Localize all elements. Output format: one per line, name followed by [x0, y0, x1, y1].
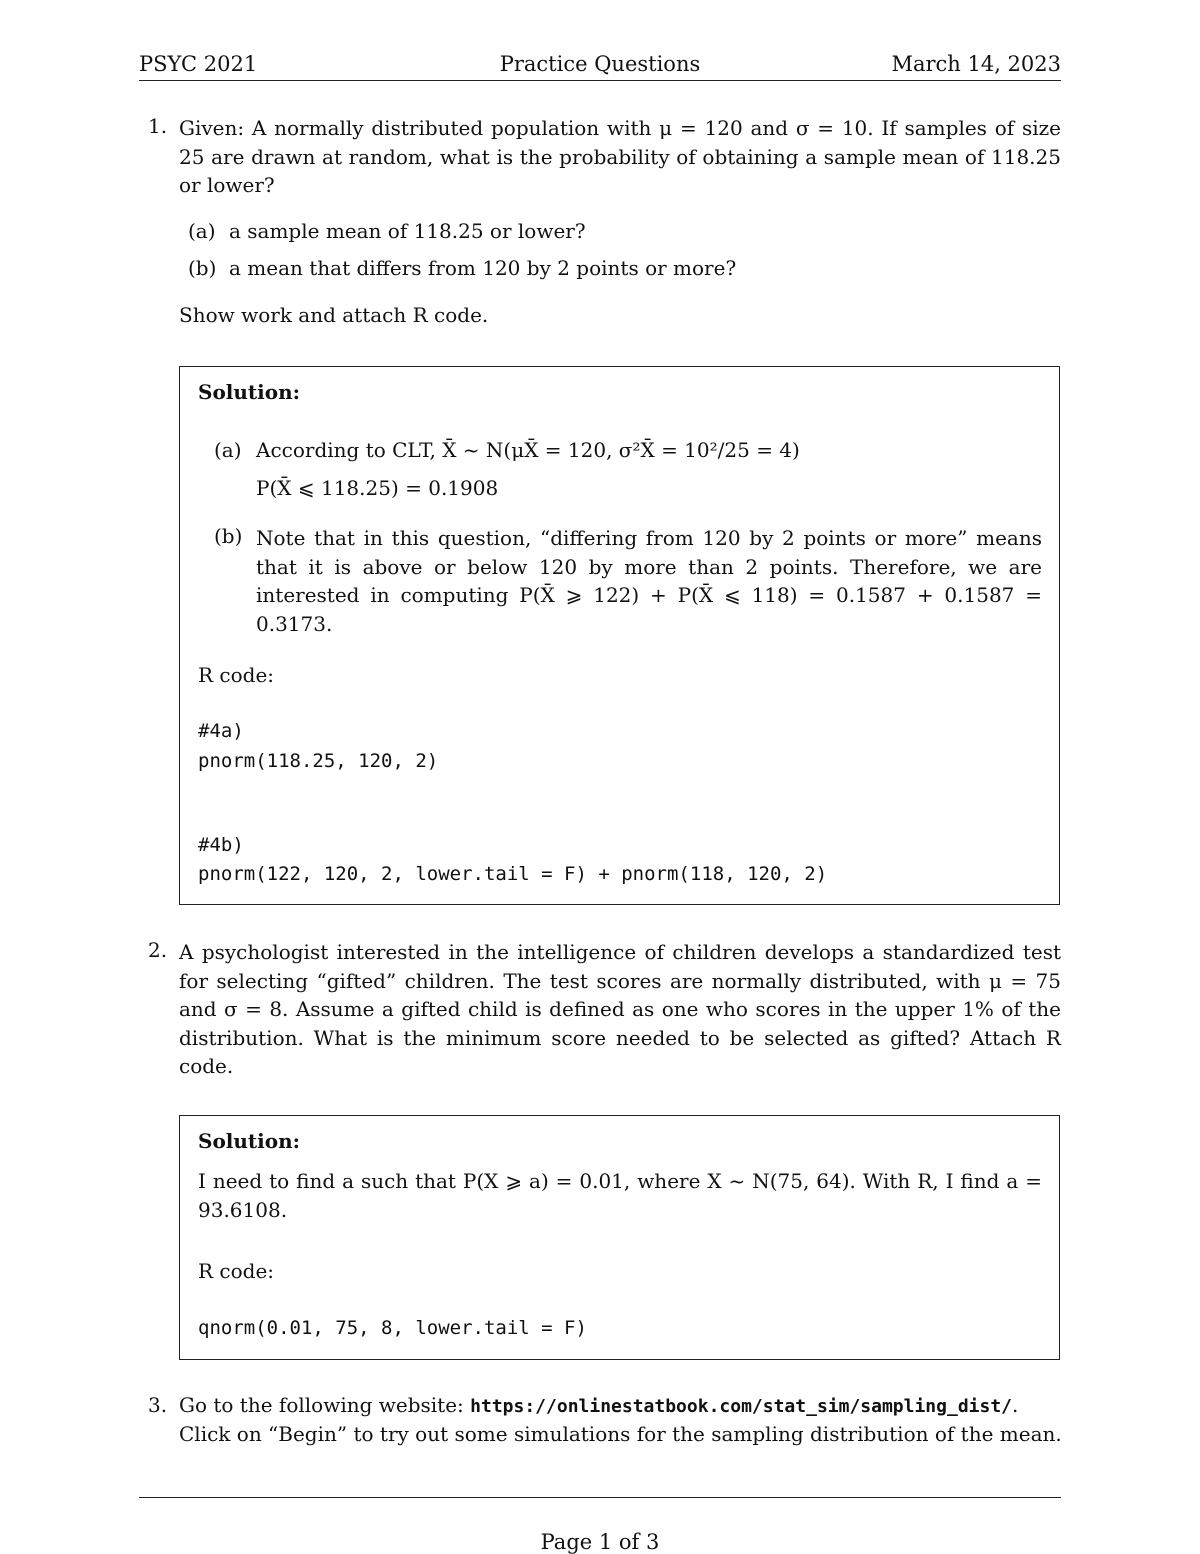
q1-solution-a-label: (a) — [214, 438, 242, 462]
q1-code-a: pnorm(118.25, 120, 2) — [198, 750, 439, 772]
q1-code-a-comment: #4a) — [198, 720, 244, 742]
q1-solution-b-text: Note that in this question, “differing from 120 by 2 points or more” means that it is above or below 120 by more than 2 points. Therefore, we are interested in computing P(X̄ ⩾ 122) + P(X̄ ⩽ 118) = 0.1587 + 0.1587 = 0.3173. — [256, 526, 1042, 636]
q3-prefix: Go to the following website: — [179, 1393, 471, 1417]
q3-line1 — [179, 1393, 1018, 1417]
q3-url-link[interactable]: https://onlinestatbook.com/stat_sim/sampling_dist/ — [470, 1396, 1013, 1417]
q1-part-a-text: a sample mean of 118.25 or lower? — [229, 219, 586, 243]
q2-solution-heading: Solution: — [198, 1129, 301, 1153]
q1-solution-a-line2: P(X̄ ⩽ 118.25) = 0.1908 — [256, 476, 499, 500]
q2-code: qnorm(0.01, 75, 8, lower.tail = F) — [198, 1317, 587, 1339]
q1-number: 1. — [148, 114, 168, 138]
q2-solution-text: I need to find a such that P(X ⩾ a) = 0.01, where X ~ N(75, 64). With R, I find a = 93.6108. — [198, 1169, 1042, 1222]
header-course: PSYC 2021 — [139, 52, 258, 76]
q1-part-b-label: (b) — [188, 256, 217, 280]
header-rule — [139, 80, 1061, 81]
q1-solution-heading: Solution: — [198, 380, 301, 404]
q1-r-code-label: R code: — [198, 663, 275, 687]
q1-part-a-label: (a) — [188, 219, 216, 243]
q2-number: 2. — [148, 938, 168, 962]
q1-part-b-text: a mean that differs from 120 by 2 points or more? — [229, 256, 737, 280]
q3-url-suffix: . — [1012, 1393, 1019, 1417]
header-title: Practice Questions — [499, 52, 701, 76]
footer-rule — [139, 1497, 1061, 1498]
q3-number: 3. — [148, 1393, 168, 1417]
q1-code-b-comment: #4b) — [198, 834, 244, 856]
q1-solution-b-label: (b) — [214, 524, 243, 548]
q2-r-code-label: R code: — [198, 1259, 275, 1283]
q3-line2: Click on “Begin” to try out some simulations for the sampling distribution of the mean. — [179, 1422, 1062, 1446]
footer-page-number: Page 1 of 3 — [540, 1530, 660, 1554]
q1-solution-a-line1: According to CLT, X̄ ~ N(μX̄ = 120, σ²X̄ = 10²/25 = 4) — [256, 438, 800, 462]
q2-text: A psychologist interested in the intelligence of children develops a standardized test for selecting “gifted” children. The test scores are normally distributed, with μ = 75 and σ = 8. Assume a gifted child is defined as one who scores in the upper 1% of the distribution. What is the minimum score needed to be selected as gifted? Attach R code. — [179, 940, 1061, 1078]
q1-instruction: Show work and attach R code. — [179, 303, 489, 327]
q1-text: Given: A normally distributed population with μ = 120 and σ = 10. If samples of size 25 are drawn at random, what is the probability of obtaining a sample mean of 118.25 or lower? — [179, 116, 1061, 197]
header-date: March 14, 2023 — [891, 52, 1061, 76]
q1-code-b: pnorm(122, 120, 2, lower.tail = F) + pnorm(118, 120, 2) — [198, 863, 828, 885]
